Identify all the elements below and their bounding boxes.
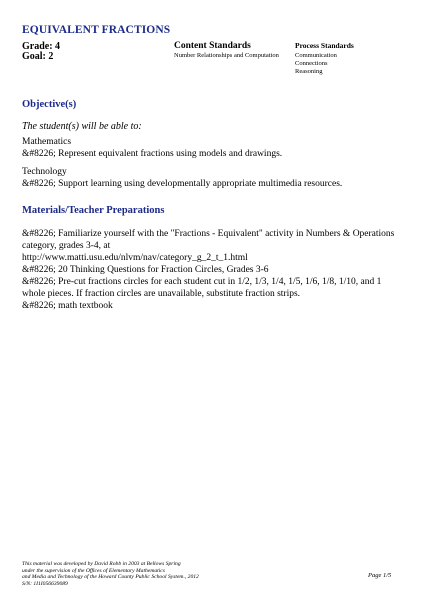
grade-label: Grade: 4 [22, 41, 61, 52]
page-number: Page 1/5 [368, 572, 392, 579]
goal-label: Goal: 2 [22, 51, 54, 62]
objective-mathematics: Mathematics &#8226; Represent equivalent fractions using models and drawings. [22, 137, 283, 159]
content-standards-item: Number Relationships and Computation [174, 52, 279, 59]
content-standards-heading: Content Standards [174, 41, 251, 51]
page-title: EQUIVALENT FRACTIONS [22, 24, 171, 36]
footer-credit: This material was developed by David Robb in 2003 at Bellows Spring under the supervision of the Offices of Elementary Mathematics and Media and Technology of the Howard County Public School System., 2012 S/N: 1I1I056639089 [22, 561, 199, 587]
process-standards-heading: Process Standards [295, 41, 354, 50]
materials-heading: Materials/Teacher Preparations [22, 205, 165, 216]
objective-heading: Objective(s) [22, 99, 77, 110]
objective-technology: Technology &#8226; Support learning using developmentally appropriate multimedia resources. [22, 167, 343, 189]
objective-intro: The student(s) will be able to: [22, 121, 142, 132]
materials-body: &#8226; Familiarize yourself with the "Fractions - Equivalent" activity in Numbers & Operations category, grades 3-4, at http://www.matti.usu.edu/nlvm/nav/category_g_2_t_1.html &#8226; 20 Thinking Questions for Fraction Circles, Grades 3-6 &#8226; Pre-cut fractions circles for each student cut in 1/2, 1/3, 1/4, 1/5, 1/6, 1/8, 1/10, and 1 whole pieces. If fraction circles are unavailable, substitute fraction strips. &#8226; math textbook [22, 229, 395, 311]
process-standards-list: Communication Connections Reasoning [295, 52, 337, 75]
